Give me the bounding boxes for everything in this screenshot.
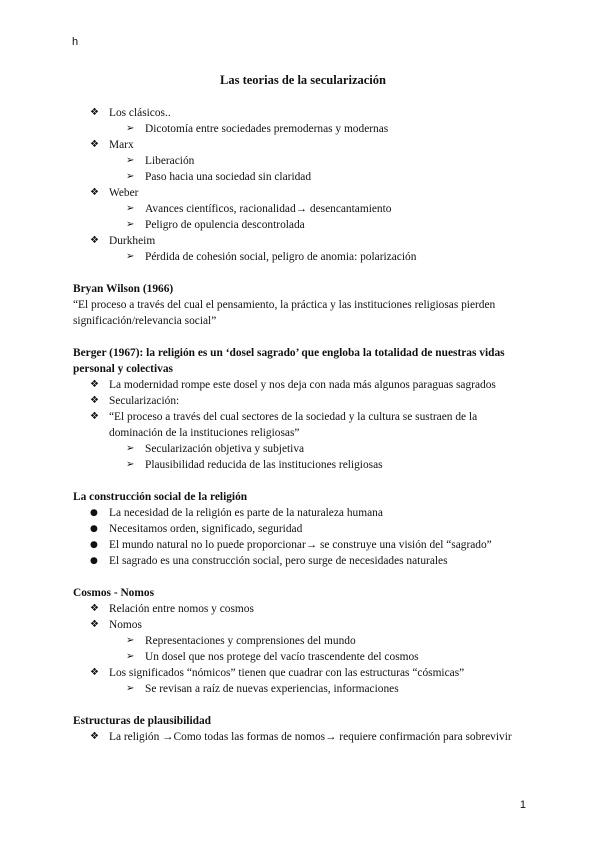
list-item: ❖ Nomos [90,619,142,631]
page-number: 1 [519,799,526,811]
list-item: ➢ Un dosel que nos protege del vacío trascendente del cosmos [126,651,419,663]
section-heading: Berger (1967): la religión es un ‘dosel sagrado’ que engloba la totalidad de nuestras vidas personal y colectivas [73,347,505,375]
diamond-bullet-icon: ❖ [90,235,99,246]
list-item: ➢ Paso hacia una sociedad sin claridad [126,171,312,183]
section-heading: La construcción social de la religión [73,491,248,503]
list-item: ❖ Relación entre nomos y cosmos [90,603,254,615]
diamond-bullet-icon: ❖ [90,395,99,406]
list-item: ➢ Representaciones y comprensiones del mundo [126,635,356,647]
header-mark: h [72,36,79,48]
diamond-bullet-icon: ❖ [90,107,99,118]
list-item: ❖ “El proceso a través del cual sectores de la sociedad y la cultura se sustraen de la dominación de la instituciones religiosas” [90,411,478,439]
list-item: ❖ Weber [90,187,139,199]
section-construccion [73,489,533,569]
round-bullet-icon: ● [90,508,98,518]
quote-text: “El proceso a través del cual el pensamiento, la práctica y las instituciones religiosas pierden significación/relevancia social” [73,299,496,327]
arrowhead-bullet-icon: ➢ [126,203,135,214]
arrowhead-bullet-icon: ➢ [126,171,135,182]
section-wilson [73,281,533,329]
section-cosmos [73,585,533,697]
list-item: ➢ Avances científicos, racionalidad→ desencantamiento [126,203,392,215]
arrowhead-bullet-icon: ➢ [126,459,135,470]
diamond-bullet-icon: ❖ [90,411,99,422]
list-item: ➢ Dicotomía entre sociedades premodernas y modernas [126,123,389,135]
diamond-bullet-icon: ❖ [90,379,99,390]
section-heading: Estructuras de plausibilidad [73,715,211,727]
round-bullet-icon: ● [90,540,98,550]
arrowhead-bullet-icon: ➢ [126,683,135,694]
list-item: ● El mundo natural no lo puede proporcionar→ se construye una visión del “sagrado” [90,539,492,551]
arrowhead-bullet-icon: ➢ [126,651,135,662]
document-body [73,72,533,745]
round-bullet-icon: ● [90,556,98,566]
list-item: ❖ Secularización: [90,395,180,407]
round-bullet-icon: ● [90,524,98,534]
arrowhead-bullet-icon: ➢ [126,155,135,166]
section-heading: Bryan Wilson (1966) [73,283,174,295]
diamond-bullet-icon: ❖ [90,603,99,614]
section-heading: Cosmos - Nomos [73,587,154,599]
list-item: ❖ La modernidad rompe este dosel y nos deja con nada más algunos paraguas sagrados [90,379,496,391]
list-item: ❖ Los clásicos.. [90,107,171,119]
intro-list [73,105,533,265]
arrowhead-bullet-icon: ➢ [126,123,135,134]
page-title: Las teorias de la secularización [220,73,386,87]
list-item: ● La necesidad de la religión es parte de la naturaleza humana [90,507,383,519]
diamond-bullet-icon: ❖ [90,667,99,678]
section-plausibilidad [73,713,533,745]
list-item: ➢ Liberación [126,155,195,167]
arrowhead-bullet-icon: ➢ [126,443,135,454]
list-item: ➢ Peligro de opulencia descontrolada [126,219,305,231]
list-item: ➢ Pérdida de cohesión social, peligro de anomia: polarización [126,251,417,263]
diamond-bullet-icon: ❖ [90,619,99,630]
arrowhead-bullet-icon: ➢ [126,251,135,262]
list-item: ❖ La religión →Como todas las formas de nomos→ requiere confirmación para sobrevivir [90,731,512,743]
list-item: ❖ Durkheim [90,235,156,247]
section-berger [73,345,533,473]
diamond-bullet-icon: ❖ [90,731,99,742]
list-item: ❖ Los significados “nómicos” tienen que cuadrar con las estructuras “cósmicas” [90,667,465,679]
list-item: ➢ Plausibilidad reducida de las instituciones religiosas [126,459,383,471]
list-item: ❖ Marx [90,139,134,151]
arrowhead-bullet-icon: ➢ [126,635,135,646]
diamond-bullet-icon: ❖ [90,139,99,150]
arrowhead-bullet-icon: ➢ [126,219,135,230]
list-item: ● Necesitamos orden, significado, seguridad [90,523,303,535]
diamond-bullet-icon: ❖ [90,187,99,198]
list-item: ➢ Secularización objetiva y subjetiva [126,443,305,455]
list-item: ➢ Se revisan a raíz de nuevas experiencias, informaciones [126,683,399,695]
list-item: ● El sagrado es una construcción social, pero surge de necesidades naturales [90,555,448,567]
